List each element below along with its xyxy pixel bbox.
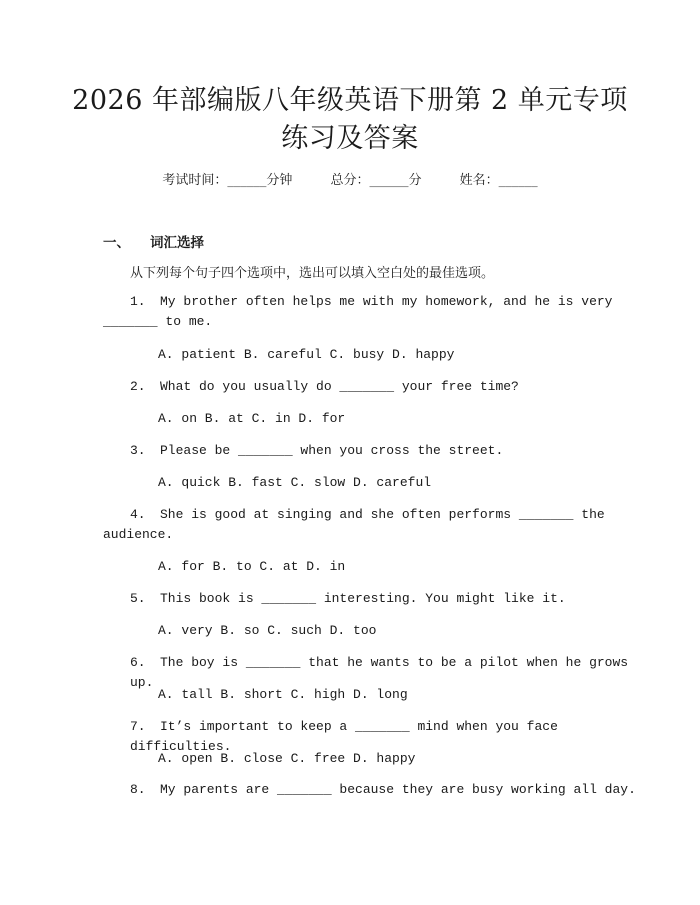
question-8	[103, 780, 643, 800]
exam-info	[0, 169, 700, 188]
question-text: Please be _______ when you cross the street.	[160, 443, 504, 458]
question-5-options: A. very B. so C. such D. too	[158, 623, 377, 638]
total-score: 总分：______分	[330, 173, 422, 188]
question-5	[103, 589, 613, 609]
student-name: 姓名：______	[459, 173, 538, 188]
section-instruction: 从下列每个句子四个选项中，选出可以填入空白处的最佳选项。	[130, 266, 495, 281]
question-number: 6.	[130, 655, 146, 670]
section-number: 一、	[103, 235, 130, 251]
question-text: It’s important to keep a _______ mind when you face difficulties.	[130, 719, 558, 754]
question-number: 7.	[130, 719, 146, 734]
question-number: 4.	[130, 507, 146, 522]
question-6-options: A. tall B. short C. high D. long	[158, 687, 408, 702]
exam-time: 考试时间：______分钟	[162, 173, 293, 188]
question-text-continued: _______ to me.	[103, 314, 213, 329]
question-2	[103, 377, 613, 397]
question-text: My parents are _______ because they are busy working all day.	[160, 782, 636, 797]
question-3-options: A. quick B. fast C. slow D. careful	[158, 475, 432, 490]
question-4	[103, 505, 613, 545]
question-text: My brother often helps me with my homework, and he is very	[160, 294, 613, 309]
question-number: 8.	[130, 782, 146, 797]
question-number: 1.	[130, 294, 146, 309]
question-number: 5.	[130, 591, 146, 606]
question-text: She is good at singing and she often performs _______ the	[160, 507, 605, 522]
question-7-options: A. open B. close C. free D. happy	[158, 751, 416, 766]
question-number: 2.	[130, 379, 146, 394]
question-1	[103, 292, 613, 332]
question-text-continued: audience.	[103, 527, 174, 542]
question-text: The boy is _______ that he wants to be a pilot when he grows up.	[130, 655, 629, 690]
question-1-options: A. patient B. careful C. busy D. happy	[158, 347, 455, 362]
title-line-1: 2026 年部编版八年级英语下册第 2 单元专项	[72, 85, 628, 116]
question-text: This book is _______ interesting. You might like it.	[160, 591, 566, 606]
question-text: What do you usually do _______ your free time?	[160, 379, 519, 394]
title-line-2: 练习及答案	[281, 123, 419, 154]
document-title	[60, 82, 640, 158]
question-4-options: A. for B. to C. at D. in	[158, 559, 346, 574]
question-number: 3.	[130, 443, 146, 458]
question-2-options: A. on B. at C. in D. for	[158, 411, 346, 426]
question-3	[103, 441, 613, 461]
section-title: 词汇选择	[150, 235, 204, 251]
section-heading	[103, 231, 204, 251]
